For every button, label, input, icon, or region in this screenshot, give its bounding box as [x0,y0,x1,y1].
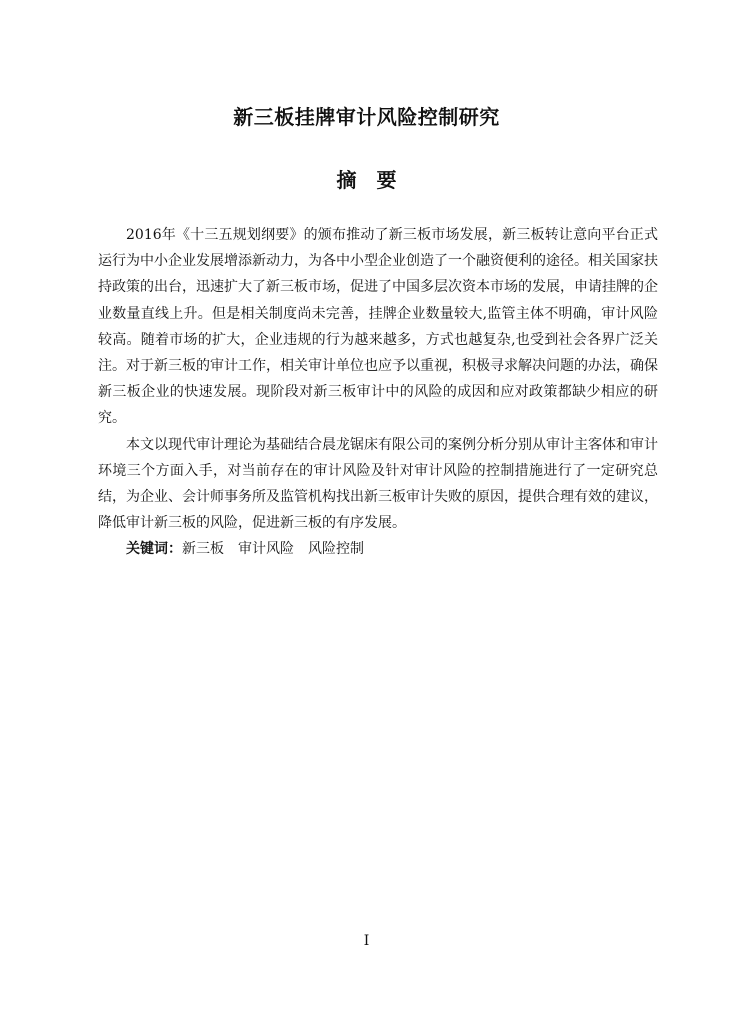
page-number: I [363,933,370,949]
keywords-line [98,536,658,562]
abstract-body [98,222,658,563]
keyword-3: 风险控制 [308,541,364,558]
keyword-2: 审计风险 [238,541,294,558]
abstract-paragraph-1: 2016年《十三五规划纲要》的颁布推动了新三板市场发展，新三板转让意向平台正式运行为中小企业发展增添新动力，为各中小型企业创造了一个融资便利的途径。相关国家扶持政策的出台，迅速扩大了新三板市场，促进了中国多层次资本市场的发展，申请挂牌的企业数量直线上升。但是相关制度尚未完善，挂牌企业数量较大,监管主体不明确，审计风险较高。随着市场的扩大，企业违规的行为越来越多，方式也越复杂,也受到社会各界广泛关注。对于新三板的审计工作，相关审计单位也应予以重视，积极寻求解决问题的办法，确保新三板企业的快速发展。现阶段对新三板审计中的风险的成因和应对政策都缺少相应的研究。 [98,227,658,427]
abstract-paragraph-2: 本文以现代审计理论为基础结合晨龙锯床有限公司的案例分析分别从审计主客体和审计环境三个方面入手，对当前存在的审计风险及针对审计风险的控制措施进行了一定研究总结，为企业、会计师事务所及监管机构找出新三板审计失败的原因，提供合理有效的建议，降低审计新三板的风险，促进新三板的有序发展。 [98,436,658,532]
keywords-label: 关键词： [126,541,182,558]
paper-title: 新三板挂牌审计风险控制研究 [233,105,500,129]
keyword-1: 新三板 [182,541,224,558]
abstract-heading: 摘要 [336,168,417,192]
